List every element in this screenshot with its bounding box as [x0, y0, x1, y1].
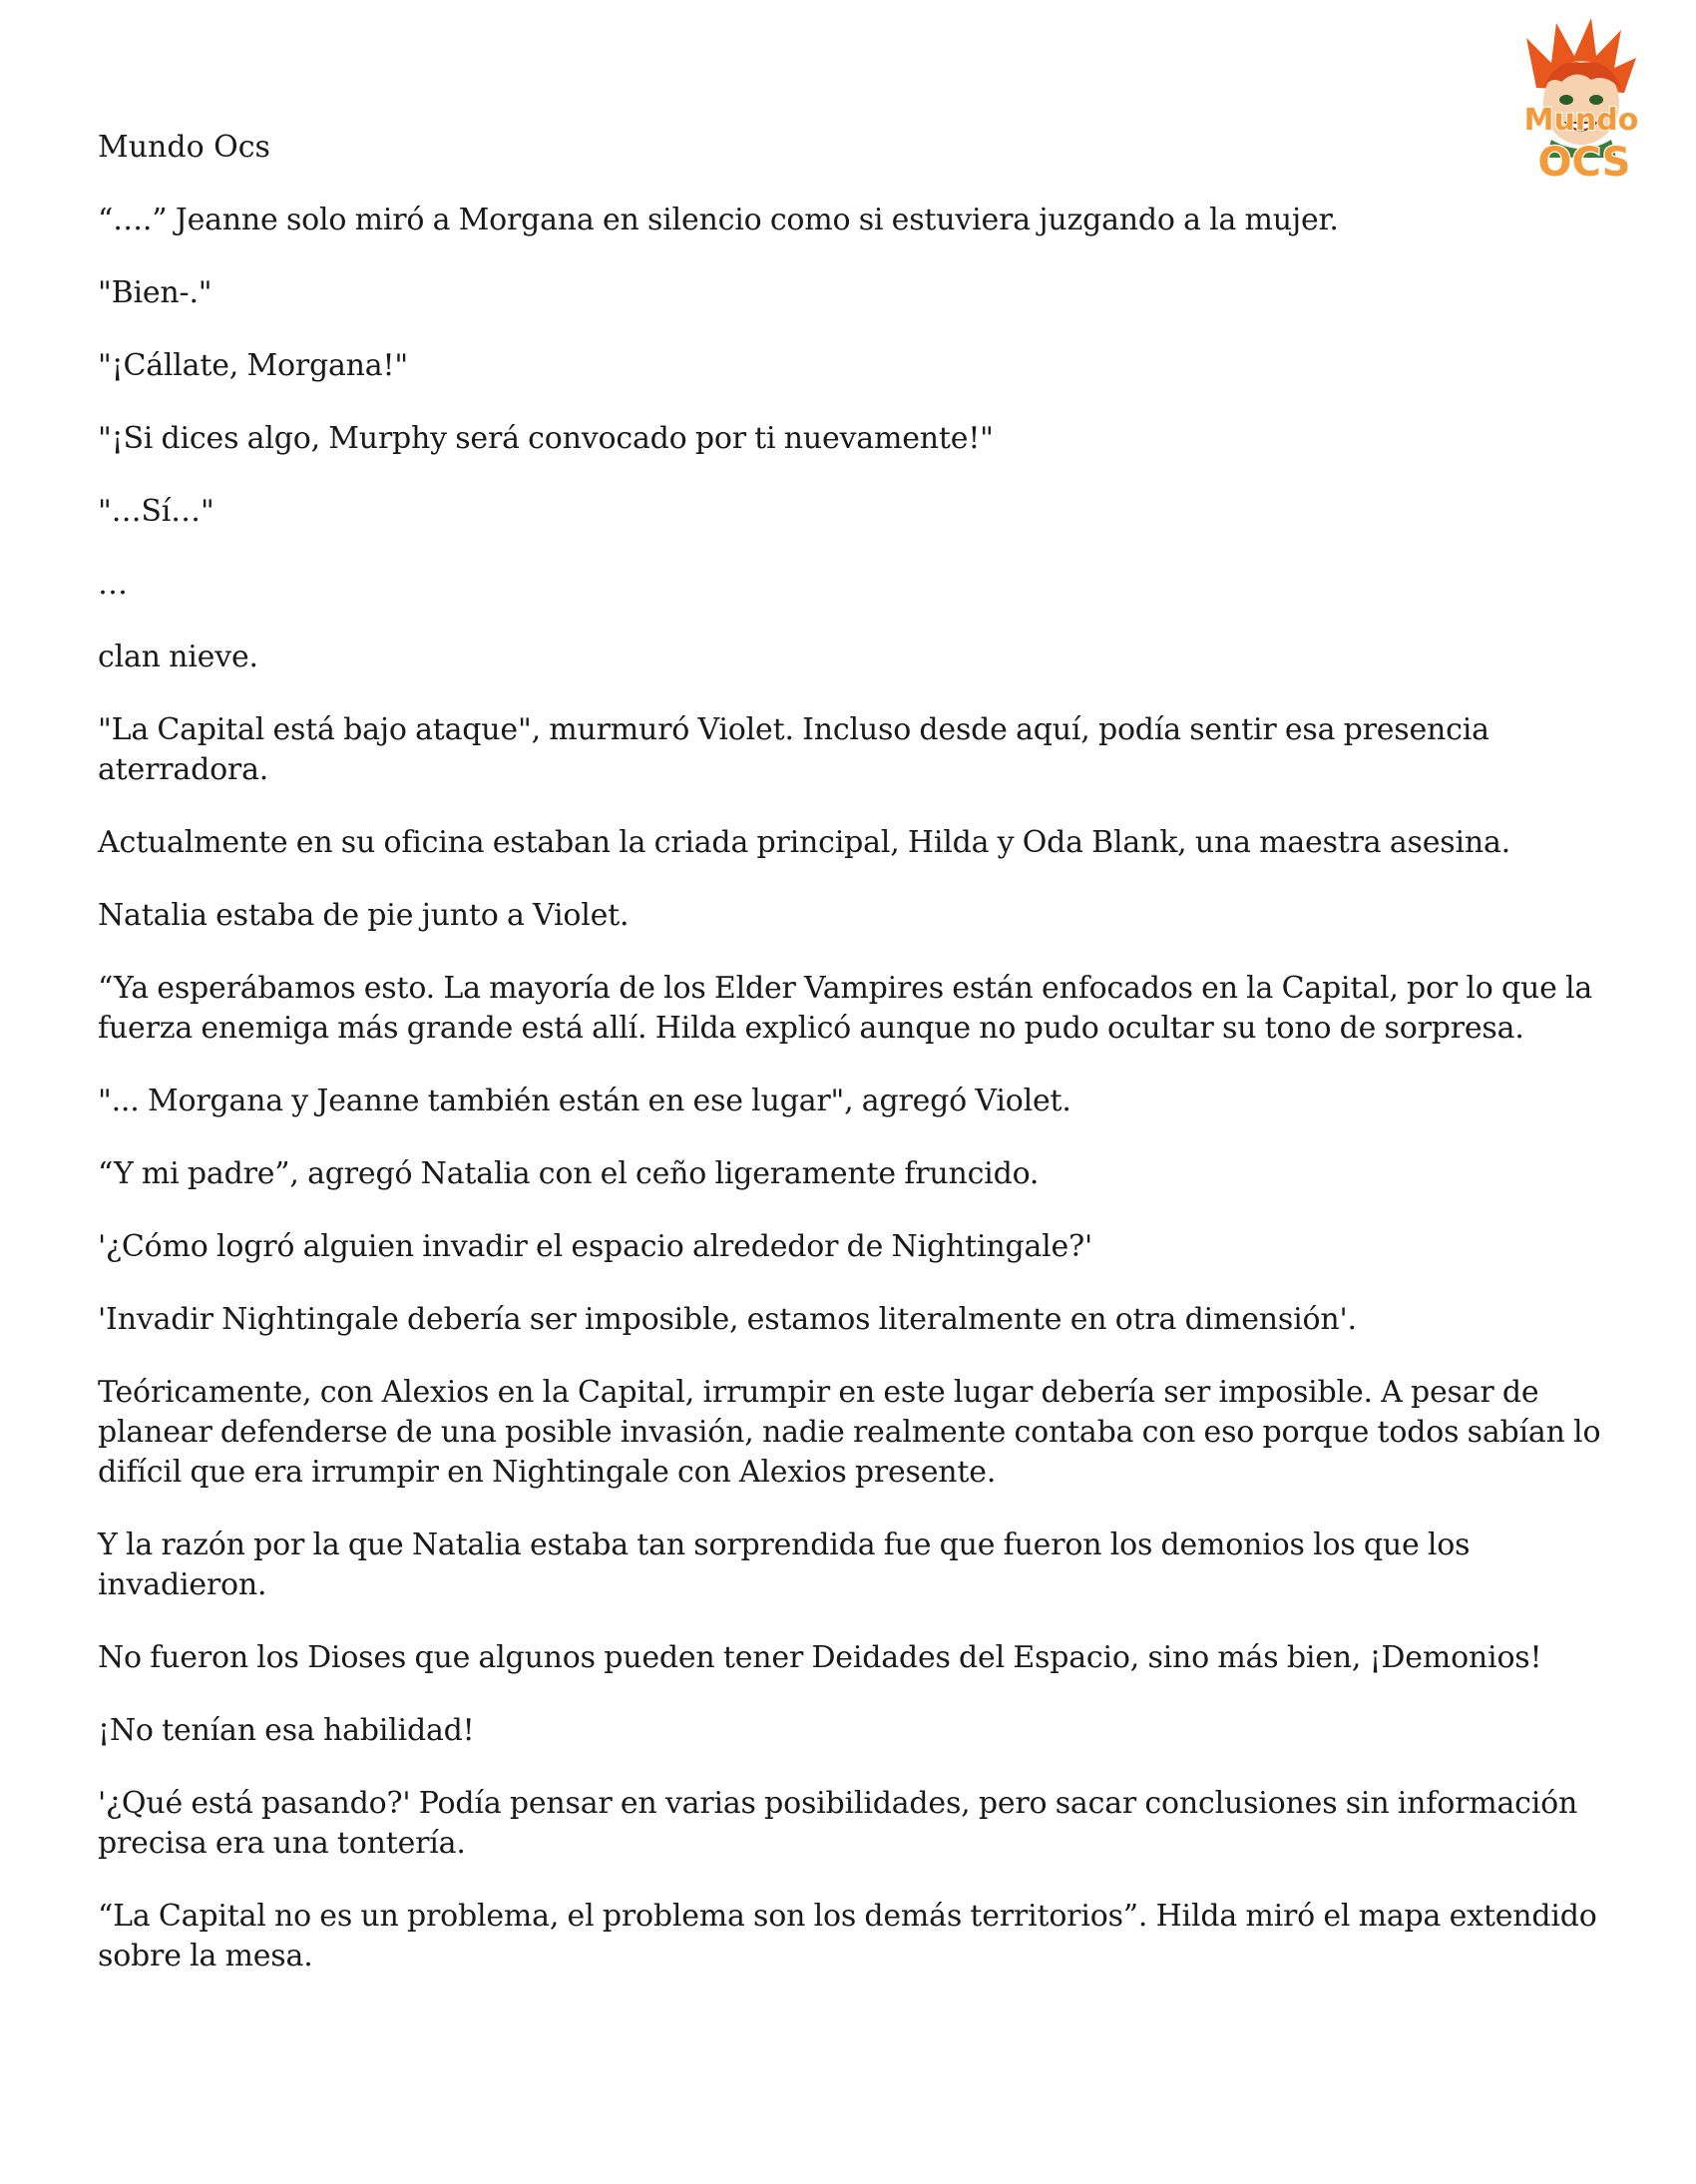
paragraph: clan nieve.: [98, 640, 258, 674]
document-body: [98, 128, 1614, 2009]
paragraph: “Ya esperábamos esto. La mayoría de los Elder Vampires están enfocados en la Capital, por lo que la fuerza enemiga más grande está allí. Hilda explicó aunque no pudo ocultar su tono de sorpresa.: [98, 971, 1593, 1046]
paragraph: Actualmente en su oficina estaban la criada principal, Hilda y Oda Blank, una maestra asesina.: [98, 825, 1510, 860]
site-name-header: Mundo Ocs: [98, 130, 270, 165]
paragraph: '¿Qué está pasando?' Podía pensar en varias posibilidades, pero sacar conclusiones sin información precisa era una tontería.: [98, 1786, 1578, 1861]
paragraph: Y la razón por la que Natalia estaba tan sorprendida fue que fueron los demonios los que los invadieron.: [98, 1528, 1471, 1602]
paragraph: “Y mi padre”, agregó Natalia con el ceño ligeramente fruncido.: [98, 1156, 1040, 1191]
paragraph: ¡No tenían esa habilidad!: [98, 1713, 475, 1748]
paragraph: No fueron los Dioses que algunos pueden tener Deidades del Espacio, sino más bien, ¡Demonios!: [98, 1640, 1542, 1675]
paragraph: “La Capital no es un problema, el problema son los demás territorios”. Hilda miró el mapa extendido sobre la mesa.: [98, 1899, 1597, 1973]
paragraph: 'Invadir Nightingale debería ser imposible, estamos literalmente en otra dimensión'.: [98, 1302, 1357, 1337]
paragraph-list: [98, 201, 1614, 1976]
paragraph: Teóricamente, con Alexios en la Capital, irrumpir en este lugar debería ser imposible. A pesar de planear defenderse de una posible invasión, nadie realmente contaba con eso porque todos sabían lo difícil que era irrumpir en Nightingale con Alexios presente.: [98, 1375, 1601, 1490]
logo-text-line2: OCS: [1537, 140, 1631, 186]
paragraph: '¿Cómo logró alguien invadir el espacio alrededor de Nightingale?': [98, 1229, 1093, 1264]
paragraph: "La Capital está bajo ataque", murmuró Violet. Incluso desde aquí, podía sentir esa presencia aterradora.: [98, 712, 1489, 787]
logo-text-line1: Mundo: [1523, 103, 1639, 138]
paragraph: "... Morgana y Jeanne también están en ese lugar", agregó Violet.: [98, 1084, 1071, 1118]
paragraph: "Bien-.": [98, 275, 212, 310]
paragraph: "¡Cállate, Morgana!": [98, 348, 408, 383]
paragraph: Natalia estaba de pie junto a Violet.: [98, 898, 630, 933]
paragraph: "…Sí…": [98, 494, 214, 529]
paragraph: …: [98, 567, 128, 602]
paragraph: "¡Si dices algo, Murphy será convocado por ti nuevamente!": [98, 421, 994, 456]
paragraph: “….” Jeanne solo miró a Morgana en silencio como si estuviera juzgando a la mujer.: [98, 203, 1339, 237]
